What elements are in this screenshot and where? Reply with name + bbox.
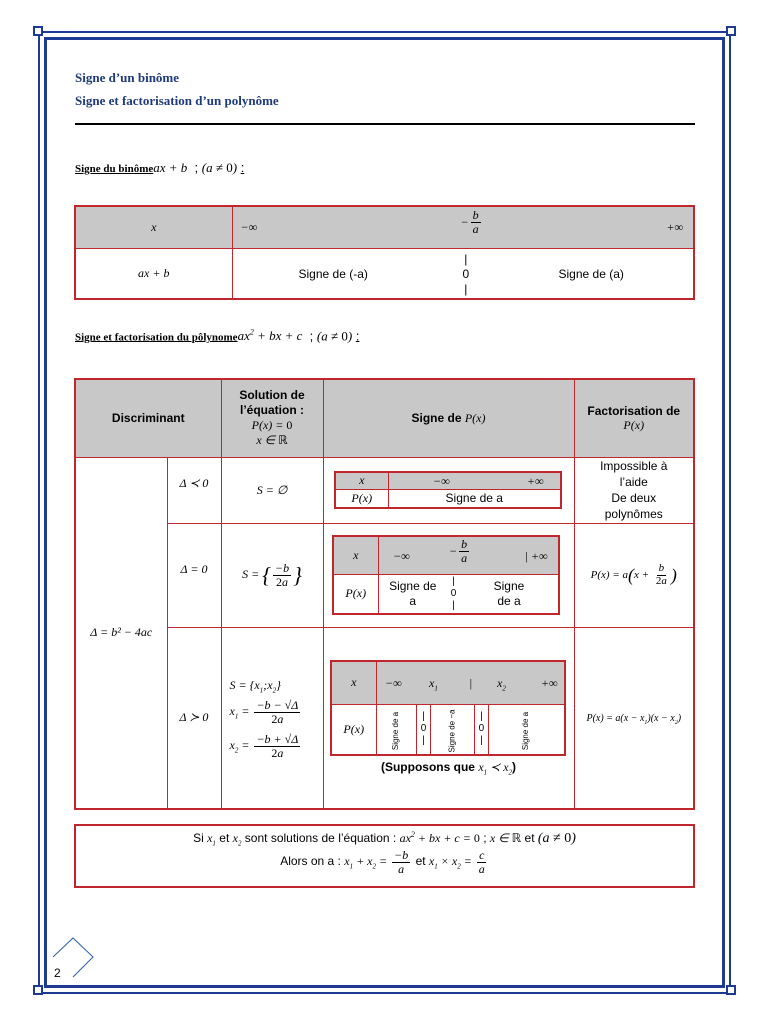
cond-delta-positive: Δ ≻ 0 — [167, 627, 221, 809]
header-discriminant: Discriminant — [75, 379, 221, 457]
binome-sign-table — [74, 205, 695, 300]
cond-delta-negative: Δ ≺ 0 — [167, 457, 221, 523]
page-title-1: Signe d’un binôme — [75, 70, 180, 85]
solution-delta-positive: $S = \{x_1;x_2\}$ $x_1$ = $\frac{-b - √\Delta}{2a}$ $x_2$ = $\frac{-b + √\Delta}{2a}$ — [221, 627, 323, 809]
header-factorisation: Factorisation de P(x) — [574, 379, 694, 457]
frame-corner — [726, 26, 736, 36]
section2-title: Signe et factorisation du pôlynomeax$^2$ + bx + c ; (a ≠ 0) : — [75, 328, 360, 344]
fact-delta-positive: $P(x) = a(x - x_1)(x - x_2)$ — [574, 627, 694, 809]
section1-title: Signe du binômeax + b ; (a ≠ 0) : — [75, 160, 245, 175]
header-solution: Solution de l’équation : P(x) = 0 x ∈ ℝ — [221, 379, 323, 457]
sign-table-delta-zero: x −∞ − $\frac{b}{a}$ | +∞ P(x) Signe de a | 0 | Signe de a — [332, 535, 560, 615]
solution-delta-negative: S = ∅ — [221, 457, 323, 523]
section1-label: Signe du binôme — [75, 163, 154, 175]
delta-definition: Δ = b² − 4ac — [75, 457, 167, 809]
vieta-line-2: Alors on a : $x_1 + x_2$ = $\frac{-b}{a}$ et $x_1 \times x_2$ = $\frac{c}{a}$ — [280, 848, 485, 876]
page-title-2: Signe et factorisation d’un polynôme — [75, 93, 279, 108]
frame-corner — [726, 985, 736, 995]
polynome-table — [74, 378, 695, 810]
header-signe: Signe de P(x) — [323, 379, 574, 457]
binome-label-cell: ax + b — [75, 248, 232, 299]
cond-delta-zero: Δ = 0 — [167, 523, 221, 627]
fact-delta-zero: P(x) = a(x + $\frac{b}{2a}$ ) — [574, 523, 694, 627]
sign-cell-delta-zero — [323, 523, 574, 627]
sign-table-delta-negative: x −∞ +∞ P(x) Signe de a — [334, 471, 562, 509]
sign-cell-delta-negative — [323, 457, 574, 523]
frame-corner — [33, 985, 43, 995]
x-values-cell: −∞ − $\frac{b}{a}$ +∞ — [232, 206, 694, 248]
vieta-line-1: Si $x_1$ et $x_2$ sont solutions de l’équation : $ax^2$ + bx + c = 0 ; x ∈ ℝ et (a ≠ 0) — [193, 830, 576, 848]
solution-delta-zero: S = { $\frac{-b}{2a}$ } — [221, 523, 323, 627]
sign-table-delta-positive: x −∞ $x_1$ | $x_2$ +∞ P(x) Signe de a | 0 | Signe de −a | 0 | Signe de a — [330, 660, 566, 756]
header-rule — [75, 123, 695, 125]
binome-sign-cell: Signe de (-a) | 0 | Signe de (a) — [232, 248, 694, 299]
x-label-cell: x — [75, 206, 232, 248]
section2-label: Signe et factorisation du pôlynome — [75, 331, 238, 344]
vieta-box — [74, 824, 695, 888]
fact-delta-negative: Impossible à l’aide De deux polynômes — [574, 457, 694, 523]
page-number: 2 — [54, 966, 61, 980]
sign-cell-delta-positive: x −∞ $x_1$ | $x_2$ +∞ P(x) Signe de a | 0 | Signe de −a | 0 | Signe de a (Supposons que $x_1$ ≺ $x_2$) — [323, 627, 574, 809]
frame-corner — [33, 26, 43, 36]
